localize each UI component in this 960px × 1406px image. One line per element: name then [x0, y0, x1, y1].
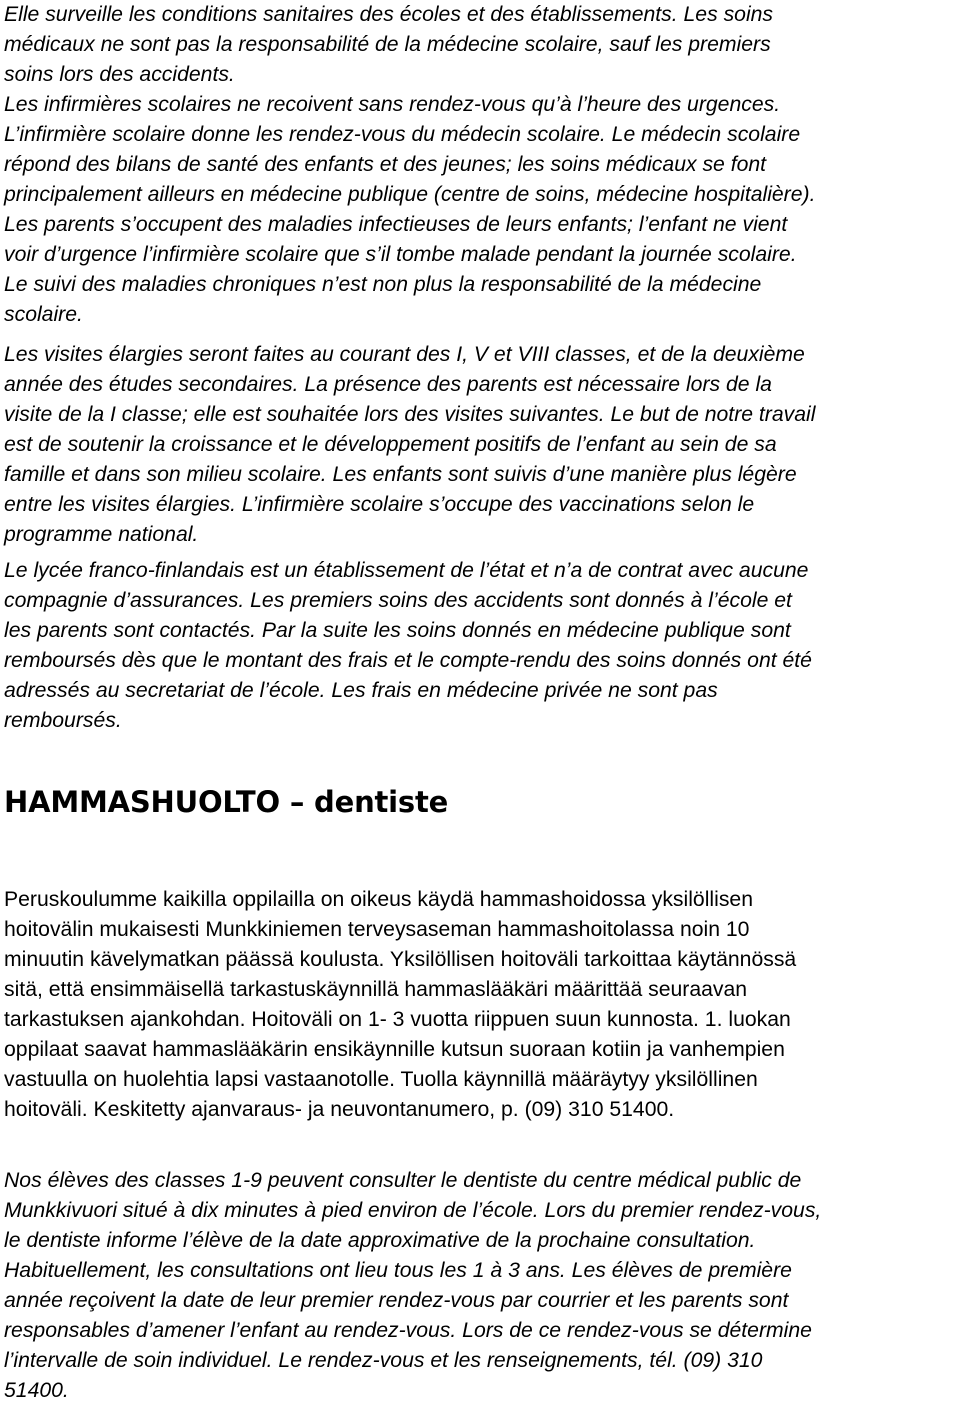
- text-line: répond des bilans de santé des enfants et des jeunes; les soins médicaux se font: [4, 153, 767, 176]
- finnish-dental-paragraph: [4, 885, 960, 1125]
- text-line: scolaire.: [4, 303, 83, 326]
- text-line: remboursés.: [4, 709, 122, 732]
- text-line: Les parents s’occupent des maladies infectieuses de leurs enfants; l’enfant ne vient: [4, 213, 788, 236]
- french-visits-paragraph: [4, 340, 960, 550]
- text-line: soins lors des accidents.: [4, 63, 235, 86]
- text-line: Nos élèves des classes 1-9 peuvent consulter le dentiste du centre médical public de: [4, 1169, 802, 1192]
- text-line: responsables d’amener l’enfant au rendez-vous. Lors de ce rendez-vous se détermine: [4, 1319, 812, 1342]
- text-line: année reçoivent la date de leur premier rendez-vous par courrier et les parents sont: [4, 1289, 789, 1312]
- text-line: visite de la I classe; elle est souhaitée lors des visites suivantes. Le but de notre travail: [4, 403, 816, 426]
- text-line: Les visites élargies seront faites au courant des I, V et VIII classes, et de la deuxième: [4, 343, 805, 366]
- text-line: Les infirmières scolaires ne recoivent sans rendez-vous qu’à l’heure des urgences.: [4, 93, 781, 116]
- text-line: l’intervalle de soin individuel. Le rendez-vous et les renseignements, tél. (09) 310: [4, 1349, 763, 1372]
- text-line: les parents sont contactés. Par la suite les soins donnés en médecine publique sont: [4, 619, 791, 642]
- text-line: Munkkivuori situé à dix minutes à pied environ de l’école. Lors du premier rendez-vous,: [4, 1199, 822, 1222]
- text-line: Peruskoulumme kaikilla oppilailla on oikeus käydä hammashoidossa yksilöllisen: [4, 888, 753, 911]
- text-line: Elle surveille les conditions sanitaires des écoles et des établissements. Les soins: [4, 3, 774, 26]
- text-line: remboursés dès que le montant des frais et le compte-rendu des soins donnés ont été: [4, 649, 812, 672]
- text-line: compagnie d’assurances. Les premiers soins des accidents sont donnés à l’école et: [4, 589, 792, 612]
- text-line: adressés au secretariat de l’école. Les frais en médecine privée ne sont pas: [4, 679, 718, 702]
- french-insurance-paragraph: [4, 556, 960, 736]
- text-line: Habituellement, les consultations ont lieu tous les 1 à 3 ans. Les élèves de première: [4, 1259, 792, 1282]
- text-line: le dentiste informe l’élève de la date approximative de la prochaine consultation.: [4, 1229, 756, 1252]
- text-line: famille et dans son milieu scolaire. Les enfants sont suivis d’une manière plus légère: [4, 463, 797, 486]
- text-line: est de soutenir la croissance et le développement positifs de l’enfant au sein de sa: [4, 433, 777, 456]
- text-line: sitä, että ensimmäisellä tarkastuskäynnillä hammaslääkäri määrittää seuraavan: [4, 978, 748, 1001]
- text-line: Le lycée franco-finlandais est un établissement de l’état et n’a de contrat avec aucune: [4, 559, 809, 582]
- french-health-paragraph: [4, 0, 960, 330]
- text-line: minuutin kävelymatkan päässä koulusta. Yksilöllisen hoitoväli tarkoittaa käytännössä: [4, 948, 797, 971]
- text-line: voir d’urgence l’infirmière scolaire que s’il tombe malade pendant la journée scolaire.: [4, 243, 797, 266]
- text-line: médicaux ne sont pas la responsabilité de la médecine scolaire, sauf les premiers: [4, 33, 771, 56]
- text-line: entre les visites élargies. L’infirmière scolaire s’occupe des vaccinations selon le: [4, 493, 755, 516]
- text-line: L’infirmière scolaire donne les rendez-vous du médecin scolaire. Le médecin scolaire: [4, 123, 801, 146]
- text-line: hoitoväli. Keskitetty ajanvaraus- ja neuvontanumero, p. (09) 310 51400.: [4, 1098, 675, 1121]
- text-line: vastuulla on huolehtia lapsi vastaanotolle. Tuolla käynnillä määräytyy yksilöllinen: [4, 1068, 758, 1091]
- text-line: programme national.: [4, 523, 199, 546]
- french-dental-paragraph: [4, 1166, 960, 1406]
- text-line: oppilaat saavat hammaslääkärin ensikäynnille kutsun suoraan kotiin ja vanhempien: [4, 1038, 785, 1061]
- text-line: tarkastuksen ajankohdan. Hoitoväli on 1- 3 vuotta riippuen suun kunnosta. 1. luokan: [4, 1008, 791, 1031]
- text-line: principalement ailleurs en médecine publique (centre de soins, médecine hospitalière).: [4, 183, 816, 206]
- text-line: année des études secondaires. La présence des parents est nécessaire lors de la: [4, 373, 772, 396]
- text-line: 51400.: [4, 1379, 69, 1402]
- text-line: Le suivi des maladies chroniques n’est non plus la responsabilité de la médecine: [4, 273, 762, 296]
- text-line: hoitovälin mukaisesti Munkkiniemen terveysaseman hammashoitolassa noin 10: [4, 918, 750, 941]
- section-heading: HAMMASHUOLTO – dentiste: [4, 785, 449, 819]
